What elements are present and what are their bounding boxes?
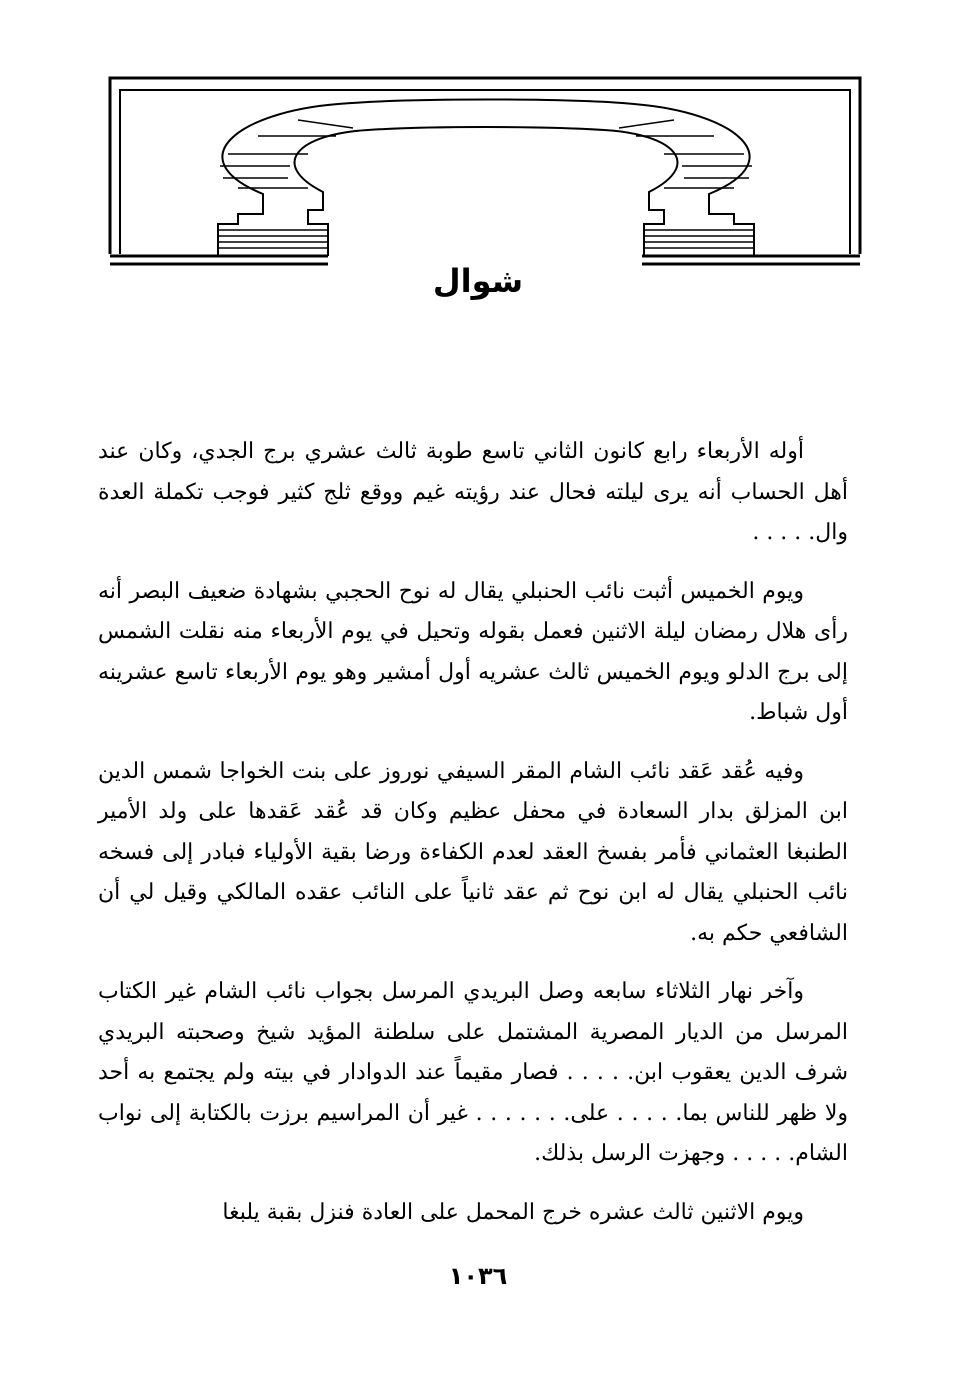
page-number: ١٠٣٦ [448,1262,508,1290]
paragraph: وفيه عُقد عَقد نائب الشام المقر السيفي نوروز على بنت الخواجا شمس الدين ابن المزلق بدار السعادة في محفل عظيم وكان قد عُقد عَقدها على ولد الأمير الطنبغا العثماني فأمر بفسخ العقد لعدم الكفاءة ورضا بقية الأولياء فبادر إلى فسخه نائب الحنبلي يقال له ابن نوح ثم عقد ثانياً على النائب عقده المالكي وقيل لي أن الشافعي حكم به. [98,758,848,946]
paragraph: وآخر نهار الثلاثاء سابعه وصل البريدي المرسل بجواب نائب الشام غير الكتاب المرسل من الديار المصرية المشتمل على سلطنة المؤيد شيخ وصحبته البريدي شرف الدين يعقوب ابن. . . . . فصار مقيماً عند الدوادار في بيته ولم يجتمع به أحد ولا ظهر للناس بما. . . . . على. . . . . . . غير أن المراسيم برزت بالكتابة إلى نواب الشام. . . . . وجهزت الرسل بذلك. [98,979,848,1166]
paragraph: أوله الأربعاء رابع كانون الثاني تاسع طوبة ثالث عشري برج الجدي، وكان عند أهل الحساب أنه يرى ليلته فحال عند رؤيته غيم ووقع ثلج كثير فوجب تكملة العدة وال. . . . . [98,439,848,545]
paragraph: ويوم الخميس أثبت نائب الحنبلي يقال له نوح الحجبي بشهادة ضعيف البصر أنه رأى هلال رمضان ليلة الاثنين فعمل بقوله وتحيل في يوم الأربعاء منه نقلت الشمس إلى برج الدلو ويوم الخميس ثالث عشريه أول أمشير وهو يوم الأربعاء تاسع عشرينه أول شباط. [98,578,848,725]
chapter-title: شوال [432,262,524,300]
body-text [98,432,848,1251]
paragraph: ويوم الاثنين ثالث عشره خرج المحمل على العادة فنزل بقبة يلبغا [222,1199,804,1225]
arch-ornament [108,74,864,274]
